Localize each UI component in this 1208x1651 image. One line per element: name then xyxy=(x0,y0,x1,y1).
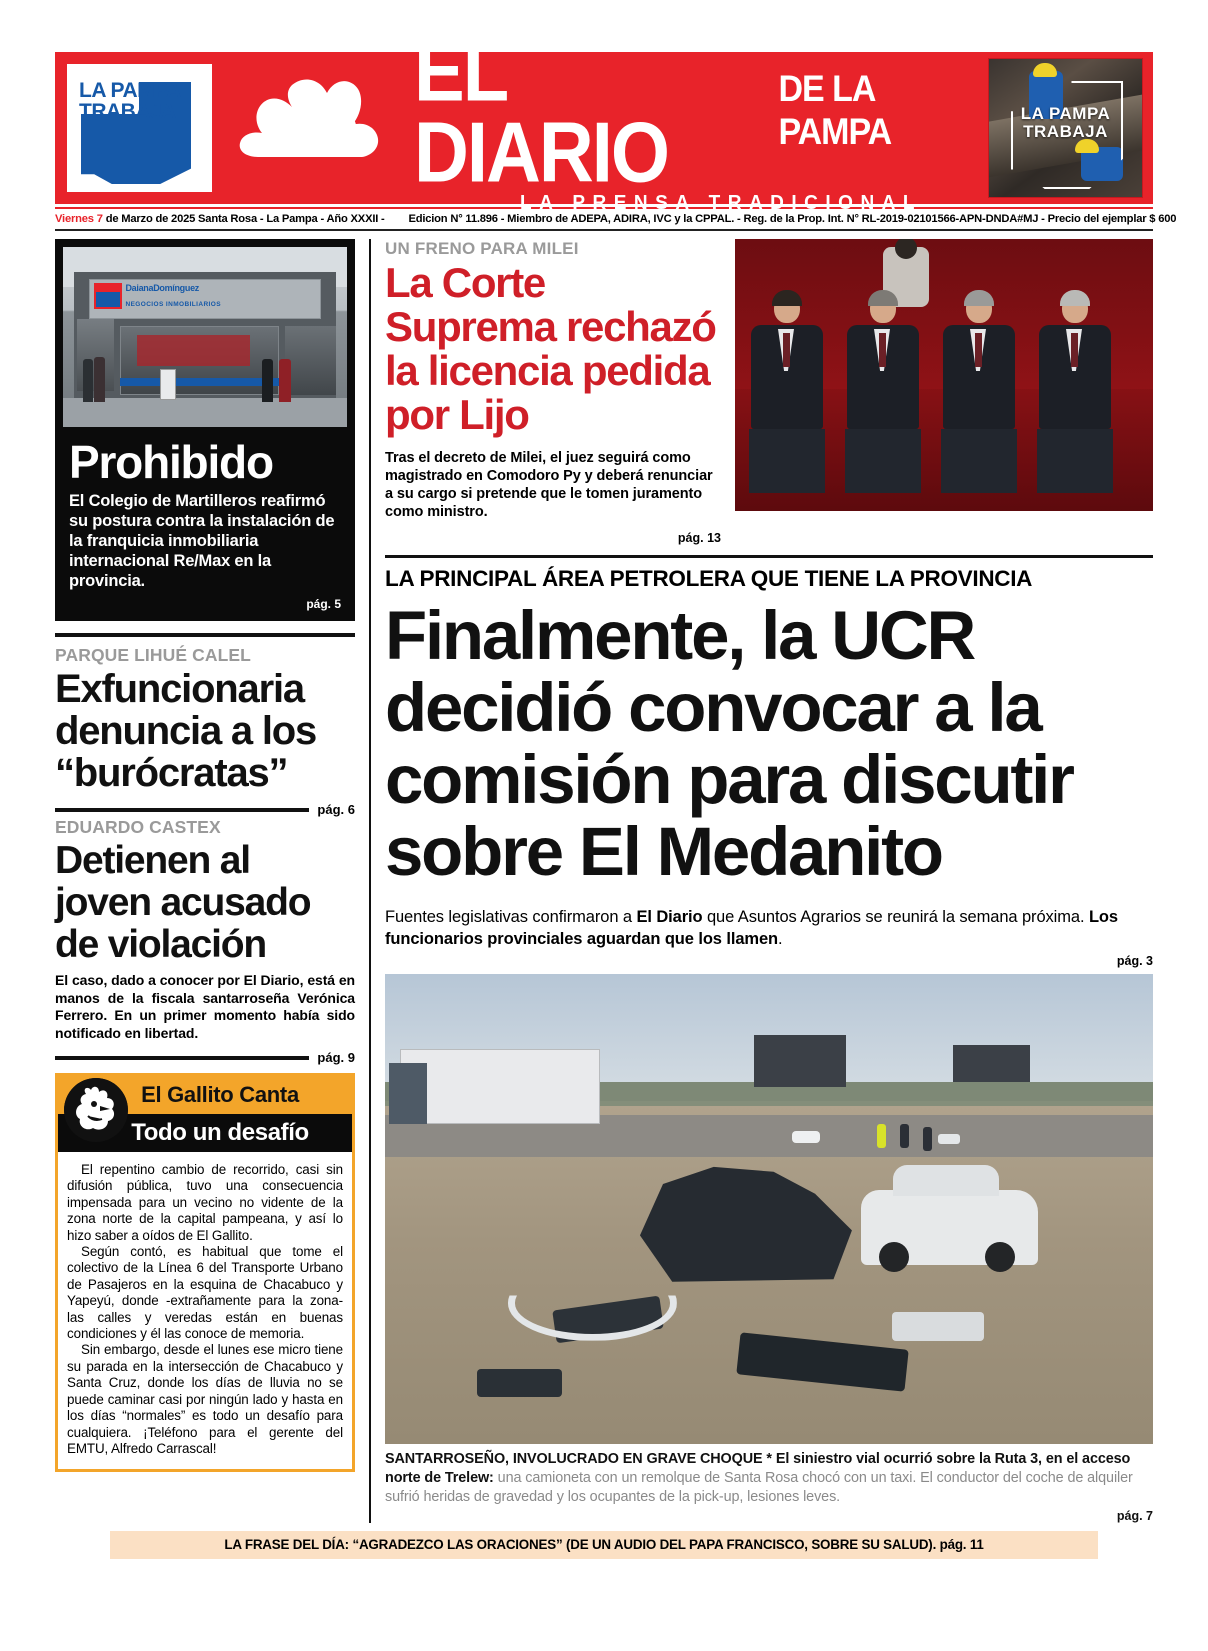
story3-kicker: EDUARDO CASTEX xyxy=(55,817,221,837)
corte-headline: La Corte Suprema rechazó la licencia pedida por Lijo xyxy=(385,259,716,438)
gallito-paragraph-1: El repentino cambio de recorrido, casi sin difusión pública, tuvo una consecuencia impensada para un vecino no vidente de la zona norte de la capital pampeana, y así lo hizo saber a oídos de El Gallito. xyxy=(67,1162,343,1243)
prohibido-page-ref: pág. 5 xyxy=(306,597,341,611)
ad-line-1: LA PAMPA xyxy=(1020,104,1111,123)
story3-page-ref: pág. 9 xyxy=(317,1050,355,1065)
badge-line-1: LA PAMPA xyxy=(79,79,181,102)
masthead xyxy=(55,24,1153,215)
gallito-paragraph-3: Sin embargo, desde el lunes ese micro tiene su parada en la intersección de Chacabuco y Santa Cruz, donde los días de lluvia no se puede caminar casi por ningún lado y hasta en los días “normales” es todo un desafío para cualquiera. ¡Teléfono para el gerente del EMTU, Alfredo Carrascal! xyxy=(67,1342,343,1456)
main-body-bold-2: Los funcionarios provinciales aguardan que los llamen xyxy=(385,908,1118,948)
right-column xyxy=(369,239,1153,1523)
corte-suprema-story[interactable] xyxy=(385,239,1153,545)
bird-logo-icon xyxy=(234,73,404,183)
date-rest-1: de Marzo de 2025 Santa Rosa - La Pampa - Año XXXII - xyxy=(105,213,385,225)
crash-caption xyxy=(385,1450,1153,1507)
gallito-subtitle: Todo un desafío xyxy=(131,1119,309,1146)
crash-scene-photo xyxy=(385,974,1153,1444)
story2-headline: Exfuncionaria denuncia a los “burócratas” xyxy=(55,667,317,795)
la-pampa-trabaja-ad[interactable] xyxy=(988,58,1143,198)
story-lihue-calel[interactable] xyxy=(55,645,355,817)
gallito-header xyxy=(58,1076,352,1114)
edition-number: Edicion N° 11.896 xyxy=(408,213,498,225)
el-gallito-canta-box[interactable] xyxy=(55,1073,355,1472)
date-rest-2: - Miembro de ADEPA, ADIRA, IVC y la CPPAL. - Reg. de la Prop. Int. N° RL-2019-02101566-APN-DNDA#MJ - Precio del ejemplar $ 600 xyxy=(500,213,1177,225)
badge-text xyxy=(79,80,181,122)
content-grid xyxy=(55,239,1153,1523)
crash-caption-lead: SANTARROSEÑO, INVOLUCRADO EN GRAVE CHOQUE * El siniestro vial ocurrió sobre la Ruta 3, en el acceso norte de Trelew: xyxy=(385,1451,1131,1486)
ad-line-2: TRABAJA xyxy=(1023,122,1108,141)
la-pampa-trabaja-badge xyxy=(67,64,212,192)
masthead-title-block xyxy=(414,24,988,215)
main-story[interactable] xyxy=(385,566,1153,968)
rooster-icon xyxy=(64,1078,128,1142)
crash-page-ref: pág. 7 xyxy=(1116,1509,1153,1523)
story2-kicker: PARQUE LIHUÉ CALEL xyxy=(55,645,251,665)
main-body-part-1: Fuentes legislativas confirmaron a xyxy=(385,908,637,926)
hardhat-icon-1 xyxy=(1033,63,1057,77)
main-kicker: LA PRINCIPAL ÁREA PETROLERA QUE TIENE LA PROVINCIA xyxy=(385,566,1033,591)
story2-page-ref: pág. 6 xyxy=(317,802,355,817)
prohibido-body: El Colegio de Martilleros reafirmó su postura contra la instalación de la franquicia inmobiliaria internacional Re/Max en la provincia. xyxy=(69,492,335,590)
story3-headline: Detienen al joven acusado de violación xyxy=(55,839,311,966)
province-map-shape xyxy=(81,114,191,184)
corte-kicker: UN FRENO PARA MILEI xyxy=(385,239,579,258)
left-column xyxy=(55,239,355,1523)
divider-rule-1 xyxy=(55,633,355,637)
realestate-logo-icon xyxy=(94,283,122,309)
supreme-court-judges-photo xyxy=(735,239,1153,511)
date-text: Viernes 7 xyxy=(55,213,103,225)
story3-body: El caso, dado a conocer por El Diario, está en manos de la fiscala santarroseña Verónica Ferrero. En un primer momento había sido notificado en libertad. xyxy=(55,972,355,1041)
paper-title: EL DIARIO xyxy=(414,24,668,201)
main-body-bold-1: El Diario xyxy=(636,908,703,926)
prohibido-story[interactable] xyxy=(55,435,355,621)
main-body-part-2: que Asuntos Agrarios se reunirá la semana próxima. xyxy=(702,908,1089,926)
badge-line-2: TRABAJA xyxy=(79,100,176,123)
crash-caption-rest: una camioneta con un remolque de Santa Rosa chocó con un taxi. El conductor del coche de alquiler sufrió heridas de gravedad y los ocupantes de la pick-up, lesiones leves. xyxy=(385,1470,1133,1505)
prohibido-headline: Prohibido xyxy=(69,436,273,488)
ad-text xyxy=(989,105,1142,141)
gallito-body xyxy=(58,1152,352,1469)
corte-page-ref: pág. 13 xyxy=(677,531,721,545)
gallito-paragraph-2: Según contó, es habitual que tome el colectivo de la Línea 6 del Transporte Urbano de Pasajeros en la esquina de Chacabuco y Yapeyú, donde -extrañamente para la zona- las calles y veredas están en buenas condiciones y él las conoce de memoria. xyxy=(67,1244,343,1342)
gallito-title: El Gallito Canta xyxy=(141,1082,299,1107)
newspaper-front-page xyxy=(0,24,1208,1651)
main-body xyxy=(385,906,1153,950)
divider-rule-2 xyxy=(385,555,1153,558)
photo-sign-subtitle: NEGOCIOS INMOBILIARIOS xyxy=(125,301,221,308)
story-eduardo-castex[interactable] xyxy=(55,817,355,1065)
main-page-ref: pág. 3 xyxy=(1116,954,1153,968)
paper-tagline: LA PRENSA TRADICIONAL xyxy=(519,192,923,215)
main-body-part-3: . xyxy=(778,930,783,948)
main-headline: Finalmente, la UCR decidió convocar a la comisión para discutir sobre El Medanito xyxy=(385,597,1073,890)
realestate-office-photo xyxy=(55,239,355,435)
photo-sign-name: DaianaDomínguez xyxy=(125,283,199,293)
story2-footer xyxy=(55,802,355,817)
quote-of-the-day-bar: LA FRASE DEL DÍA: “AGRADEZCO LAS ORACIONES” (DE UN AUDIO DEL PAPA FRANCISCO, SOBRE SU SALUD). pág. 11 xyxy=(110,1531,1098,1559)
corte-body: Tras el decreto de Milei, el juez seguirá como magistrado en Comodoro Py y deberá renunciar a su cargo si pretende que le tomen juramento como ministro. xyxy=(385,450,713,520)
story3-footer xyxy=(55,1050,355,1065)
paper-title-region: DE LA PAMPA xyxy=(778,68,892,153)
